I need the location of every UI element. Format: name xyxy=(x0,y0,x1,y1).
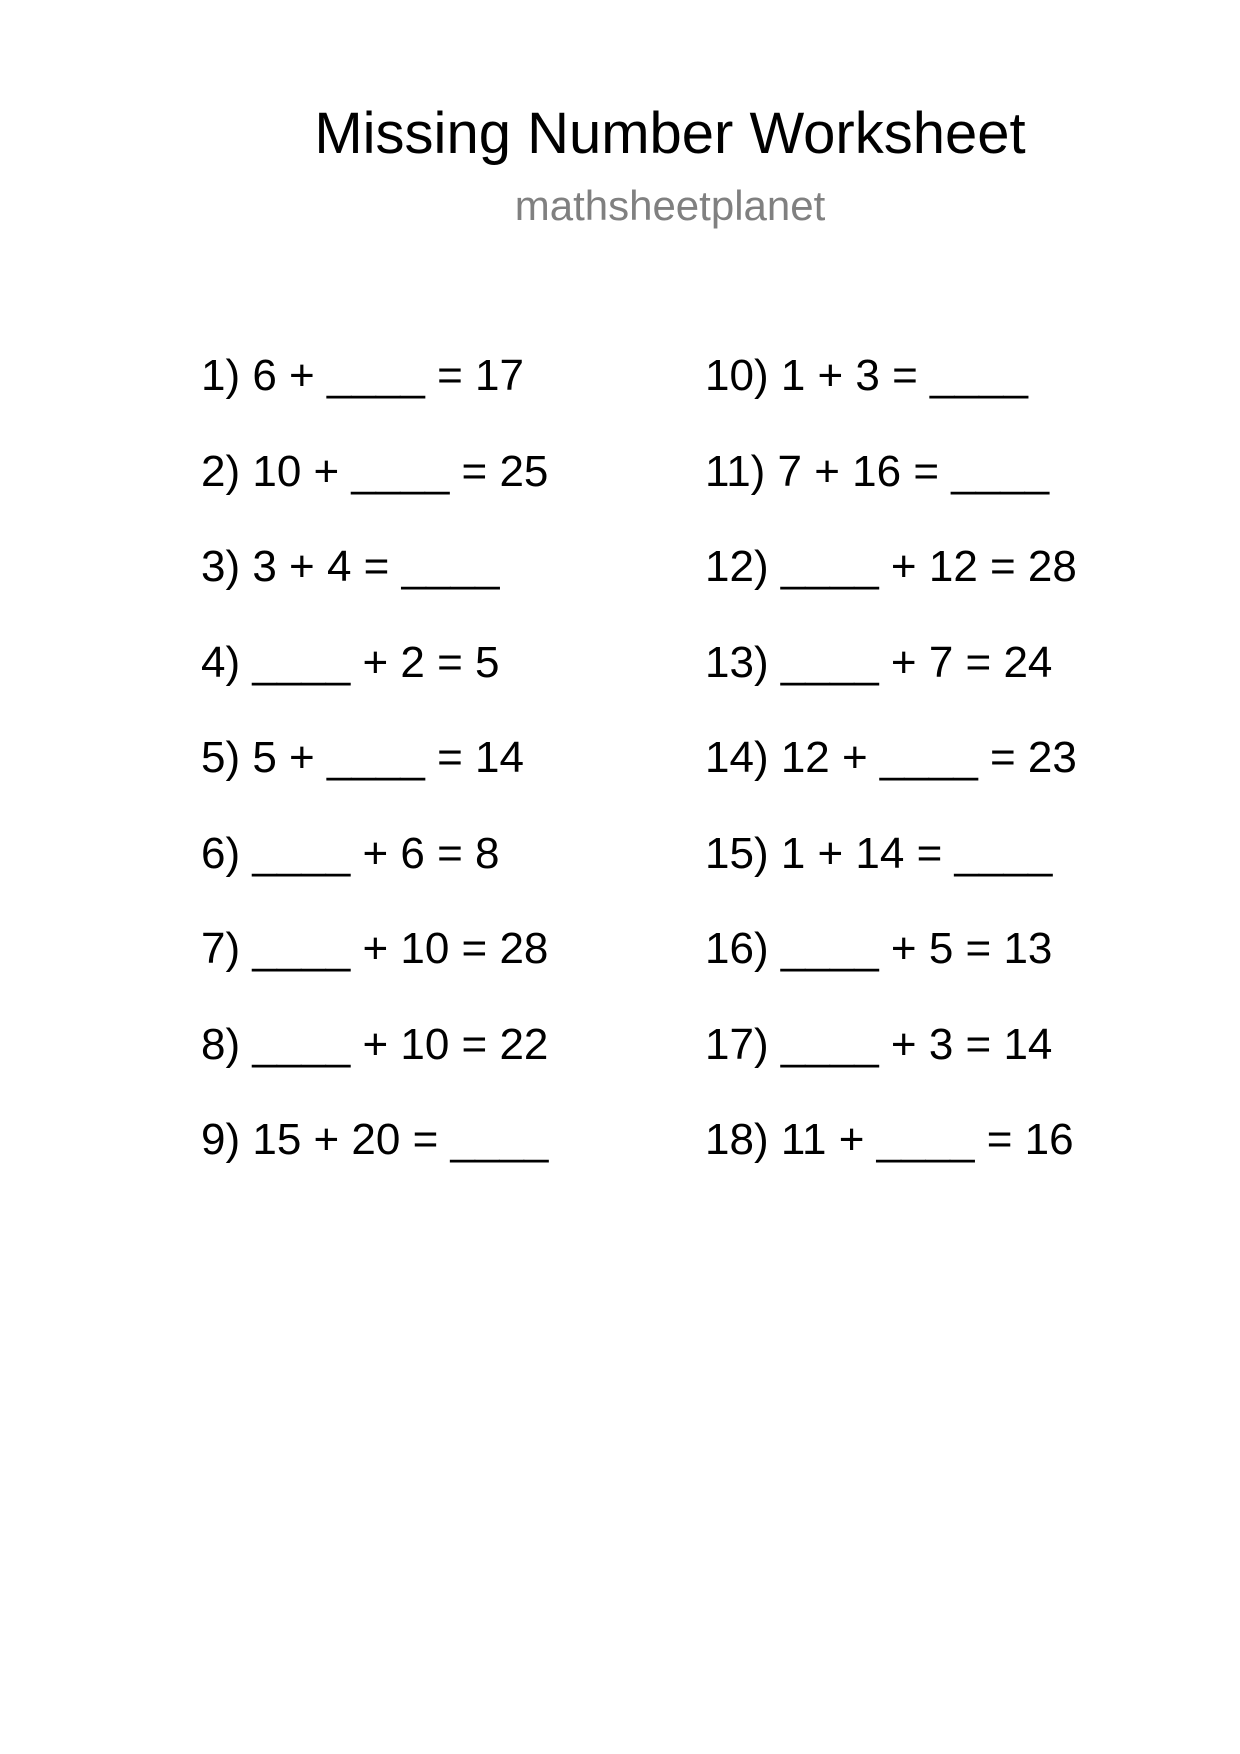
page-title: Missing Number Worksheet xyxy=(314,101,1026,166)
problem-8: 8) ____ + 10 = 22 xyxy=(201,1019,549,1069)
problem-4: 4) ____ + 2 = 5 xyxy=(201,637,500,687)
problem-10: 10) 1 + 3 = ____ xyxy=(705,351,1028,400)
page-subtitle: mathsheetplanet xyxy=(514,182,826,229)
problem-15: 15) 1 + 14 = ____ xyxy=(705,828,1053,878)
problem-12: 12) ____ + 12 = 28 xyxy=(705,542,1077,591)
problem-11: 11) 7 + 16 = ____ xyxy=(705,446,1050,496)
problem-5: 5) 5 + ____ = 14 xyxy=(201,733,524,782)
problem-16: 16) ____ + 5 = 13 xyxy=(705,924,1053,973)
problem-2: 2) 10 + ____ = 25 xyxy=(201,446,549,496)
problem-17: 17) ____ + 3 = 14 xyxy=(705,1019,1053,1069)
problem-13: 13) ____ + 7 = 24 xyxy=(705,637,1053,687)
problem-7: 7) ____ + 10 = 28 xyxy=(201,924,549,973)
problem-3: 3) 3 + 4 = ____ xyxy=(201,542,500,591)
problem-1: 1) 6 + ____ = 17 xyxy=(201,351,524,400)
problem-18: 18) 11 + ____ = 16 xyxy=(705,1115,1074,1164)
problem-column-left xyxy=(201,348,548,1208)
problem-9: 9) 15 + 20 = ____ xyxy=(201,1115,549,1164)
problem-6: 6) ____ + 6 = 8 xyxy=(201,828,500,878)
problem-column-right xyxy=(705,348,1077,1208)
problem-14: 14) 12 + ____ = 23 xyxy=(705,733,1077,782)
